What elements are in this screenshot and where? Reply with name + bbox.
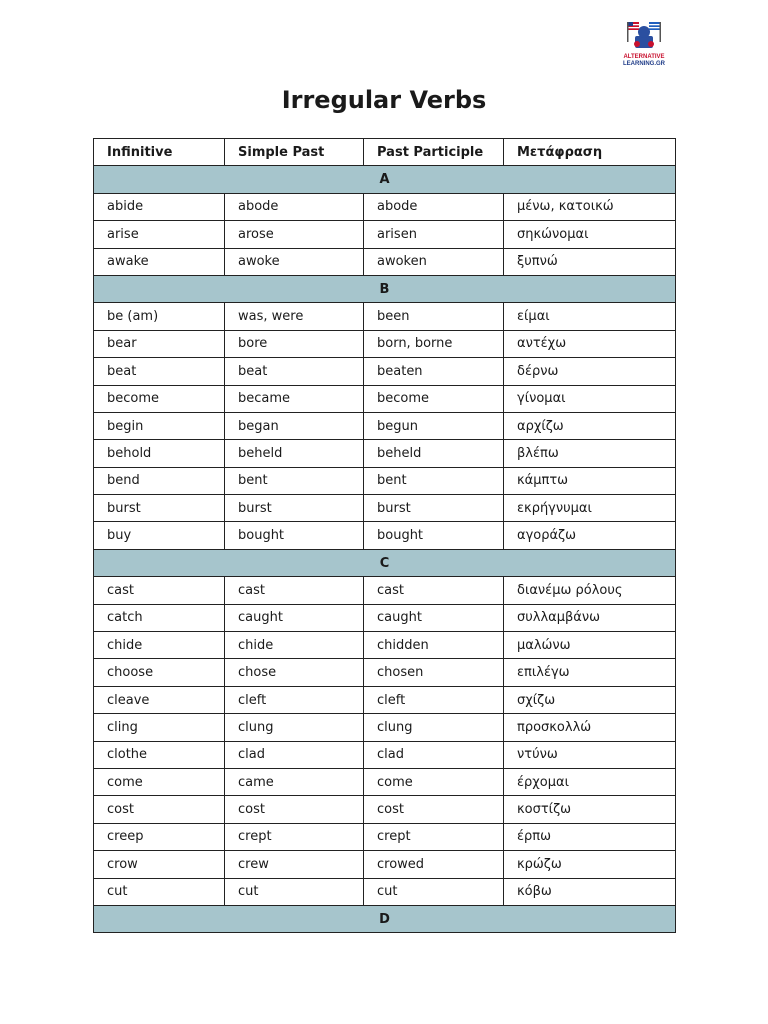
- cell-simple-past: beheld: [225, 440, 364, 467]
- cell-translation: διανέμω ρόλους: [504, 577, 676, 604]
- cell-infinitive: beat: [94, 358, 225, 385]
- table-row: [94, 467, 676, 494]
- irregular-verbs-table: [93, 138, 676, 933]
- table-row: [94, 385, 676, 412]
- cell-translation: προσκολλώ: [504, 714, 676, 741]
- cell-past-participle: chosen: [364, 659, 504, 686]
- table-row: [94, 330, 676, 357]
- cell-translation: μαλώνω: [504, 632, 676, 659]
- cell-infinitive: catch: [94, 604, 225, 631]
- cell-translation: εκρήγνυμαι: [504, 495, 676, 522]
- cell-translation: αρχίζω: [504, 412, 676, 439]
- cell-translation: επιλέγω: [504, 659, 676, 686]
- cell-translation: μένω, κατοικώ: [504, 193, 676, 220]
- cell-past-participle: come: [364, 768, 504, 795]
- cell-simple-past: clad: [225, 741, 364, 768]
- table-row: [94, 221, 676, 248]
- cell-past-participle: cleft: [364, 686, 504, 713]
- cell-simple-past: arose: [225, 221, 364, 248]
- cell-infinitive: cost: [94, 796, 225, 823]
- cell-past-participle: arisen: [364, 221, 504, 248]
- table-row: [94, 878, 676, 905]
- logo-text-line2: LEARNING.GR: [623, 61, 665, 67]
- cell-past-participle: clung: [364, 714, 504, 741]
- section-letter: B: [94, 275, 676, 302]
- cell-simple-past: cut: [225, 878, 364, 905]
- cell-simple-past: cost: [225, 796, 364, 823]
- table-row: [94, 248, 676, 275]
- cell-past-participle: abode: [364, 193, 504, 220]
- flags-logo-icon: [626, 20, 662, 54]
- cell-translation: ξυπνώ: [504, 248, 676, 275]
- cell-simple-past: crew: [225, 851, 364, 878]
- cell-simple-past: bore: [225, 330, 364, 357]
- cell-simple-past: cleft: [225, 686, 364, 713]
- cell-translation: συλλαμβάνω: [504, 604, 676, 631]
- cell-translation: δέρνω: [504, 358, 676, 385]
- cell-simple-past: caught: [225, 604, 364, 631]
- cell-simple-past: awoke: [225, 248, 364, 275]
- cell-simple-past: was, were: [225, 303, 364, 330]
- cell-simple-past: cast: [225, 577, 364, 604]
- cell-infinitive: be (am): [94, 303, 225, 330]
- cell-translation: αγοράζω: [504, 522, 676, 549]
- cell-past-participle: been: [364, 303, 504, 330]
- cell-translation: κρώζω: [504, 851, 676, 878]
- cell-infinitive: creep: [94, 823, 225, 850]
- cell-past-participle: bent: [364, 467, 504, 494]
- cell-past-participle: cut: [364, 878, 504, 905]
- cell-simple-past: crept: [225, 823, 364, 850]
- cell-past-participle: become: [364, 385, 504, 412]
- cell-infinitive: behold: [94, 440, 225, 467]
- cell-past-participle: awoken: [364, 248, 504, 275]
- cell-translation: σχίζω: [504, 686, 676, 713]
- table-row: [94, 303, 676, 330]
- cell-infinitive: cling: [94, 714, 225, 741]
- table-row: [94, 358, 676, 385]
- cell-past-participle: bought: [364, 522, 504, 549]
- cell-infinitive: bear: [94, 330, 225, 357]
- table-row: [94, 412, 676, 439]
- cell-translation: βλέπω: [504, 440, 676, 467]
- letter-section-row: [94, 905, 676, 932]
- letter-section-row: [94, 166, 676, 193]
- logo-text-line1: ALTERNATIVE: [623, 54, 665, 60]
- header-simple-past: Simple Past: [225, 139, 364, 166]
- cell-translation: κόβω: [504, 878, 676, 905]
- letter-section-row: [94, 549, 676, 576]
- table-row: [94, 440, 676, 467]
- cell-past-participle: chidden: [364, 632, 504, 659]
- section-letter: A: [94, 166, 676, 193]
- letter-section-row: [94, 275, 676, 302]
- header-past-participle: Past Participle: [364, 139, 504, 166]
- header-translation: Μετάφραση: [504, 139, 676, 166]
- cell-past-participle: burst: [364, 495, 504, 522]
- table-row: [94, 851, 676, 878]
- cell-infinitive: arise: [94, 221, 225, 248]
- cell-translation: αντέχω: [504, 330, 676, 357]
- cell-simple-past: clung: [225, 714, 364, 741]
- cell-infinitive: awake: [94, 248, 225, 275]
- table-row: [94, 714, 676, 741]
- cell-infinitive: become: [94, 385, 225, 412]
- cell-simple-past: abode: [225, 193, 364, 220]
- cell-past-participle: crept: [364, 823, 504, 850]
- cell-infinitive: crow: [94, 851, 225, 878]
- cell-past-participle: cost: [364, 796, 504, 823]
- cell-infinitive: chide: [94, 632, 225, 659]
- cell-past-participle: beheld: [364, 440, 504, 467]
- cell-simple-past: chose: [225, 659, 364, 686]
- cell-translation: σηκώνομαι: [504, 221, 676, 248]
- cell-simple-past: burst: [225, 495, 364, 522]
- cell-infinitive: cast: [94, 577, 225, 604]
- cell-past-participle: caught: [364, 604, 504, 631]
- cell-simple-past: bent: [225, 467, 364, 494]
- table-row: [94, 193, 676, 220]
- cell-past-participle: clad: [364, 741, 504, 768]
- cell-simple-past: came: [225, 768, 364, 795]
- table-header-row: [94, 139, 676, 166]
- table-row: [94, 796, 676, 823]
- header-infinitive: Infinitive: [94, 139, 225, 166]
- cell-simple-past: bought: [225, 522, 364, 549]
- cell-simple-past: chide: [225, 632, 364, 659]
- cell-infinitive: clothe: [94, 741, 225, 768]
- cell-translation: είμαι: [504, 303, 676, 330]
- cell-past-participle: cast: [364, 577, 504, 604]
- table-row: [94, 522, 676, 549]
- cell-past-participle: beaten: [364, 358, 504, 385]
- cell-infinitive: cut: [94, 878, 225, 905]
- cell-translation: κάμπτω: [504, 467, 676, 494]
- page-title: Irregular Verbs: [281, 86, 487, 114]
- cell-infinitive: abide: [94, 193, 225, 220]
- table-row: [94, 495, 676, 522]
- cell-simple-past: beat: [225, 358, 364, 385]
- cell-infinitive: bend: [94, 467, 225, 494]
- cell-translation: ντύνω: [504, 741, 676, 768]
- table-row: [94, 768, 676, 795]
- cell-translation: έρχομαι: [504, 768, 676, 795]
- alternative-learning-logo: [618, 20, 670, 70]
- table-row: [94, 632, 676, 659]
- cell-simple-past: began: [225, 412, 364, 439]
- cell-infinitive: cleave: [94, 686, 225, 713]
- cell-past-participle: crowed: [364, 851, 504, 878]
- cell-translation: κοστίζω: [504, 796, 676, 823]
- table-row: [94, 577, 676, 604]
- cell-infinitive: choose: [94, 659, 225, 686]
- table-row: [94, 659, 676, 686]
- section-letter: C: [94, 549, 676, 576]
- section-letter: D: [94, 905, 676, 932]
- cell-infinitive: begin: [94, 412, 225, 439]
- table-body: [94, 166, 676, 933]
- cell-simple-past: became: [225, 385, 364, 412]
- table-row: [94, 686, 676, 713]
- cell-past-participle: begun: [364, 412, 504, 439]
- cell-infinitive: come: [94, 768, 225, 795]
- table-row: [94, 604, 676, 631]
- cell-infinitive: burst: [94, 495, 225, 522]
- table-row: [94, 823, 676, 850]
- cell-past-participle: born, borne: [364, 330, 504, 357]
- cell-translation: γίνομαι: [504, 385, 676, 412]
- cell-infinitive: buy: [94, 522, 225, 549]
- cell-translation: έρπω: [504, 823, 676, 850]
- table-row: [94, 741, 676, 768]
